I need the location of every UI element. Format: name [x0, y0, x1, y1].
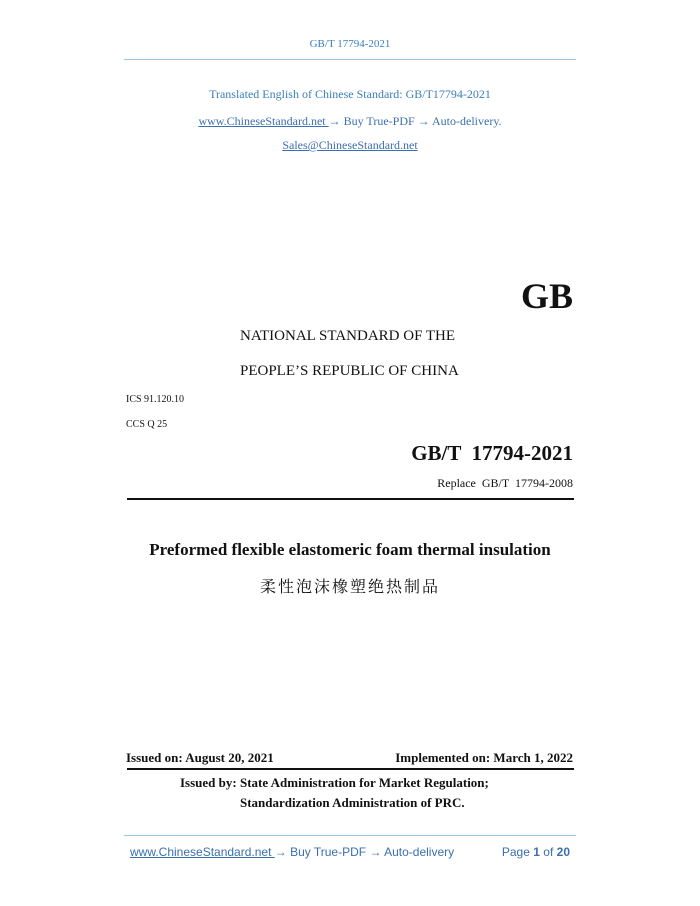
ics-code: ICS 91.120.10: [126, 394, 185, 405]
issue-divider: [127, 768, 574, 770]
footer-buy-line: [130, 845, 454, 859]
footer-divider: [124, 835, 576, 836]
title-chinese: 柔性泡沫橡塑绝热制品: [259, 579, 440, 596]
promo-email-line: [0, 138, 700, 153]
header-doc-code: GB/T 17794-2021: [309, 38, 391, 50]
footer-buy-text: → Buy True-PDF → Auto-delivery: [274, 845, 455, 859]
issued-on-date: Issued on: August 20, 2021: [126, 750, 274, 765]
issued-by-line1: Issued by: State Administration for Market Regulation;: [180, 775, 489, 790]
chinesestandard-link[interactable]: www.ChineseStandard.net: [198, 114, 329, 128]
page-current: 1: [533, 845, 540, 859]
promo-line: Translated English of Chinese Standard: GB/T17794-2021: [209, 87, 491, 101]
gb-logo-mark: GB: [520, 276, 573, 316]
page-of: of: [543, 845, 554, 859]
sales-email-link[interactable]: Sales@ChineseStandard.net: [282, 138, 418, 152]
title-divider: [127, 498, 574, 500]
implemented-on-date: Implemented on: March 1, 2022: [395, 750, 573, 765]
standard-number: GB/T 17794-2021: [411, 441, 573, 465]
buy-pdf-text: → Buy True-PDF → Auto-delivery.: [328, 114, 502, 128]
promo-buy-line: [0, 114, 700, 129]
issued-by-line2: Standardization Administration of PRC.: [240, 795, 465, 810]
footer-chinesestandard-link[interactable]: www.ChineseStandard.net: [130, 845, 275, 859]
page-indicator: [502, 845, 570, 859]
header-divider: [124, 59, 576, 60]
national-standard-line1: NATIONAL STANDARD OF THE: [240, 328, 456, 344]
national-standard-line2: PEOPLE’S REPUBLIC OF CHINA: [240, 363, 459, 379]
replace-note: Replace GB/T 17794-2008: [437, 476, 573, 490]
title-english: Preformed flexible elastomeric foam thermal insulation: [149, 540, 551, 559]
page-label: Page: [501, 845, 530, 859]
ccs-code: CCS Q 25: [126, 419, 168, 430]
page-total: 20: [556, 845, 570, 859]
